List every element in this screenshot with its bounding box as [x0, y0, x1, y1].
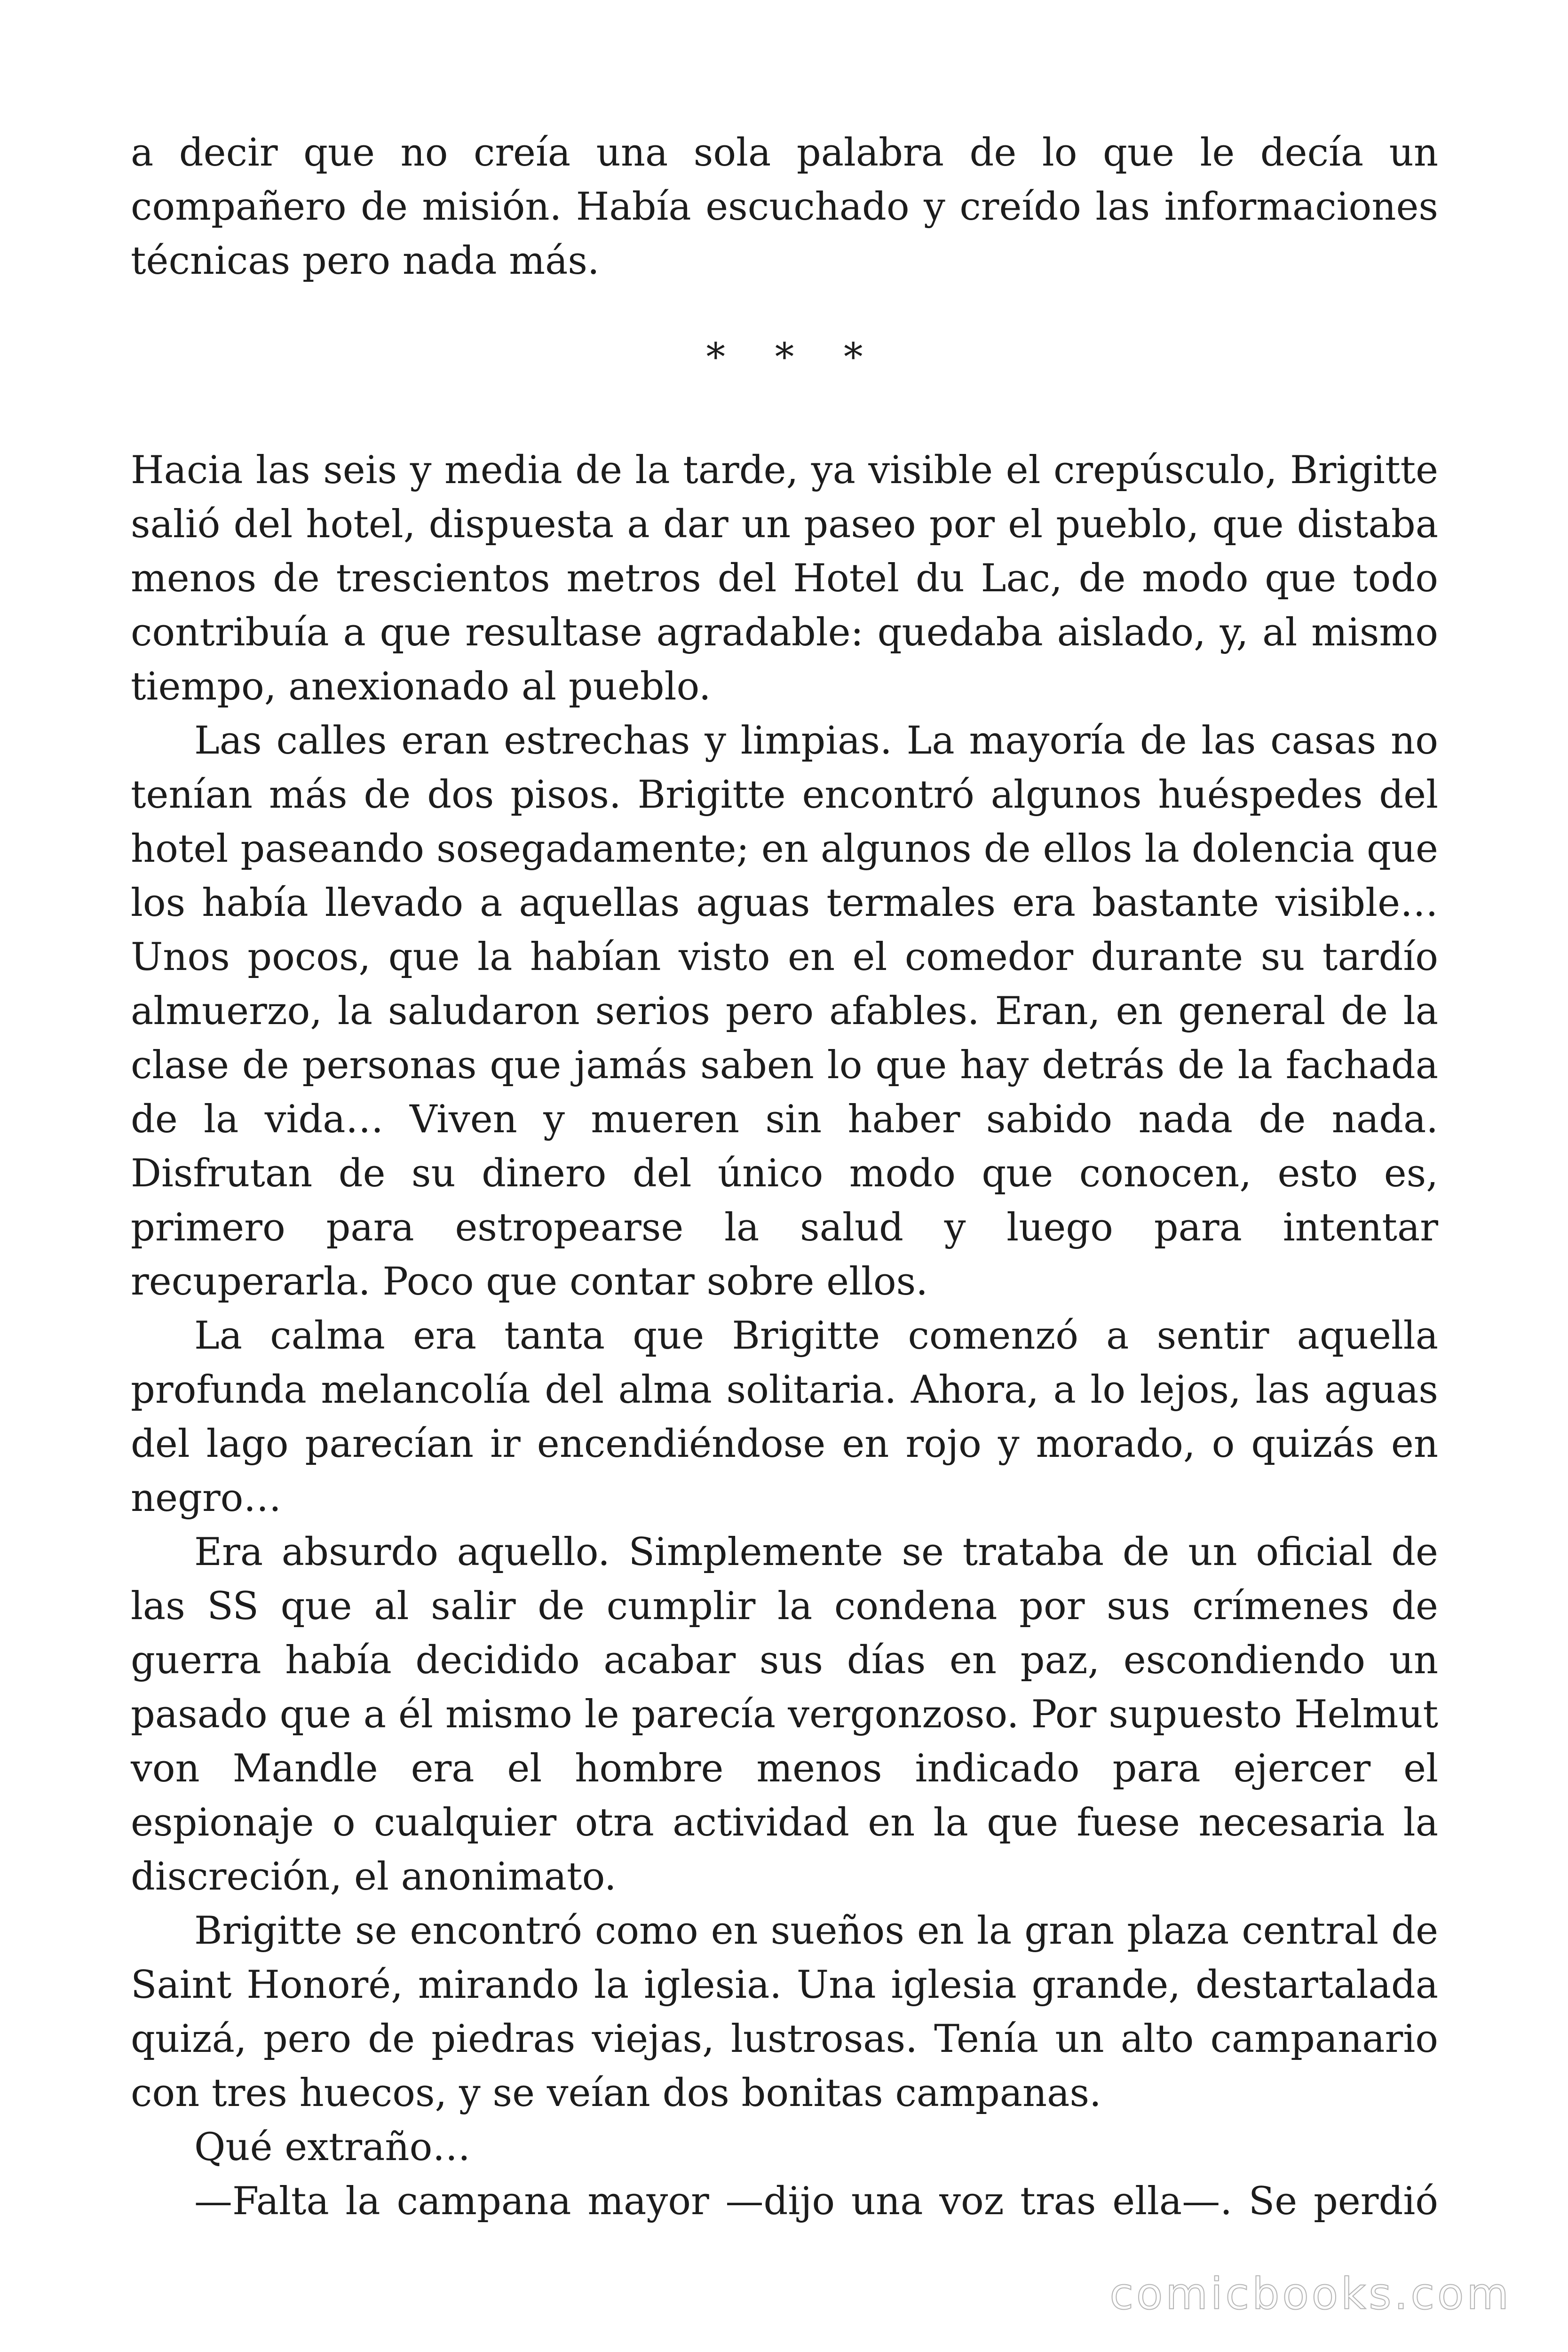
paragraph-5: Brigitte se encontró como en sueños en la gran plaza central de Saint Honoré, mirando la iglesia. Una iglesia grande, destartalada quizá, pero de piedras viejas, lustrosas. Tenía un alto campanario con tres huecos, y se veían dos bonitas campanas. [131, 1909, 1438, 2115]
paragraph-2: Las calles eran estrechas y limpias. La mayoría de las casas no tenían más de dos pisos. Brigitte encontró algunos huéspedes del hotel paseando sosegadamente; en algunos de ellos la dolencia que los había llevado a aquellas aguas termales era bastante visible… Unos pocos, que la habían visto en el comedor durante su tardío almuerzo, la saludaron serios pero afables. Eran, en general de la clase de personas que jamás saben lo que hay detrás de la fachada de la vida… Viven y mueren sin haber sabido nada de nada. Disfrutan de su dinero del único modo que conocen, esto es, primero para estropearse la salud y luego para intentar recuperarla. Poco que contar sobre ellos. [131, 719, 1438, 1304]
section-break: * * * [706, 335, 882, 380]
paragraph-3: La calma era tanta que Brigitte comenzó a sentir aquella profunda melancolía del alma solitaria. Ahora, a lo lejos, las aguas del lago parecían ir encendiéndose en rojo y morado, o quizás en negro… [131, 1314, 1438, 1520]
opening-paragraph: a decir que no creía una sola palabra de lo que le decía un compañero de misión. Había escuchado y creído las informaciones técnicas pero nada más. [131, 131, 1438, 283]
paragraph-6: Qué extraño… [194, 2125, 471, 2169]
text-column [131, 126, 1438, 2229]
watermark: comicbooks.com [1109, 2269, 1512, 2319]
paragraph-4: Era absurdo aquello. Simplemente se trataba de un oficial de las SS que al salir de cumplir la condena por sus crímenes de guerra había decidido acabar sus días en paz, escondiendo un pasado que a él mismo le parecía vergonzoso. Por supuesto Helmut von Mandle era el hombre menos indicado para ejercer el espionaje o cualquier otra actividad en la que fuese necesaria la discreción, el anonimato. [131, 1530, 1438, 1899]
paragraph-7: —Falta la campana mayor —dijo una voz tras ella—. Se perdió [194, 2179, 1438, 2224]
paragraph-1: Hacia las seis y media de la tarde, ya visible el crepúsculo, Brigitte salió del hotel, dispuesta a dar un paseo por el pueblo, que distaba menos de trescientos metros del Hotel du Lac, de modo que todo contribuía a que resultase agradable: quedaba aislado, y, al mismo tiempo, anexionado al pueblo. [131, 448, 1438, 709]
